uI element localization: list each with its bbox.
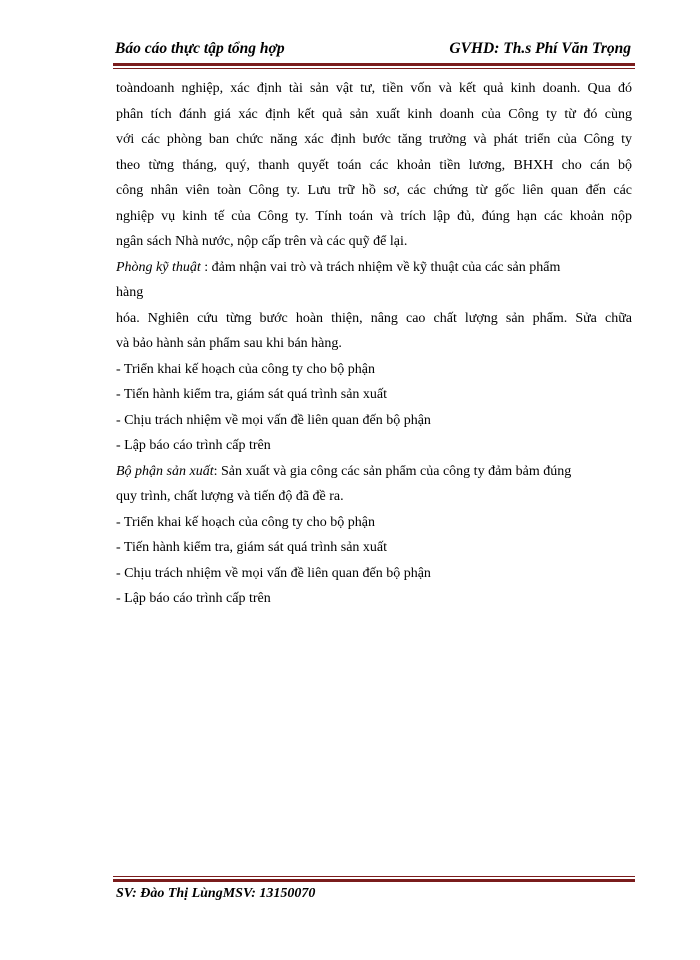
footer-rule-thick: [113, 879, 635, 882]
paragraph-line: công nhân viên toàn Công ty. Lưu trữ hồ sơ, các chứng từ gốc liên quan đến các: [116, 183, 632, 198]
list-item: - Chịu trách nhiệm về mọi vấn đề liên quan đến bộ phận: [116, 565, 431, 581]
paragraph-line: toàndoanh nghiệp, xác định tài sản vật tư, tiền vốn và kết quả kinh doanh. Qua đó: [116, 81, 632, 96]
production-line: quy trình, chất lượng và tiến độ đã đề ra.: [116, 489, 344, 504]
list-item: - Lập báo cáo trình cấp trên: [116, 438, 271, 453]
technical-line: và bảo hành sản phẩm sau khi bán hàng.: [116, 336, 342, 351]
list-item: - Chịu trách nhiệm về mọi vấn đề liên quan đến bộ phận: [116, 412, 431, 428]
technical-dept-desc: : đảm nhận vai trò và trách nhiệm về kỹ thuật của các sản phẩm: [200, 259, 561, 275]
paragraph-line: phân tích đánh giá xác định kết quả sản xuất kinh doanh của Công ty từ đó cùng: [116, 106, 632, 122]
production-dept-title: Bộ phận sản xuất: [116, 463, 214, 479]
document-body: [116, 76, 632, 612]
list-item: - Lập báo cáo trình cấp trên: [116, 591, 271, 606]
list-item: - Tiến hành kiểm tra, giám sát quá trình sản xuất: [116, 540, 388, 555]
header-supervisor: GVHD: Th.s Phí Văn Trọng: [449, 40, 631, 57]
list-item: - Tiến hành kiểm tra, giám sát quá trình sản xuất: [116, 387, 388, 402]
paragraph-line: theo từng tháng, quý, thanh quyết toán các khoản tiền lương, BHXH cho cán bộ: [116, 157, 632, 173]
technical-dept-intro: [116, 255, 632, 281]
paragraph-line: ngân sách Nhà nước, nộp cấp trên và các quỹ để lại.: [116, 234, 408, 249]
header-report-title: Báo cáo thực tập tổng hợp: [115, 40, 285, 57]
list-item: - Triển khai kế hoạch của công ty cho bộ phận: [116, 514, 375, 530]
page-header: [115, 40, 633, 62]
header-rule-thick: [113, 63, 635, 66]
production-dept-desc: : Sản xuất và gia công các sản phẩm của công ty đảm bảm đúng: [213, 463, 572, 479]
header-rule-thin: [113, 68, 635, 69]
technical-line: hàng: [116, 285, 144, 300]
paragraph-line: với các phòng ban chức năng xác định bước tăng trưởng và phát triển của Công ty: [116, 132, 632, 147]
page-footer: SV: Đào Thị LùngMSV: 13150070: [116, 886, 316, 901]
technical-dept-title: Phòng kỹ thuật: [116, 259, 201, 275]
paragraph-line: nghiệp vụ kinh tế của Công ty. Tính toán và trích lập đủ, đúng hạn các khoản nộp: [116, 208, 632, 224]
production-dept-intro: [116, 459, 632, 485]
technical-line: hóa. Nghiên cứu từng bước hoàn thiện, nâng cao chất lượng sản phẩm. Sửa chữa: [116, 310, 632, 326]
list-item: - Triển khai kế hoạch của công ty cho bộ phận: [116, 361, 375, 377]
footer-rule-thin: [113, 876, 635, 877]
